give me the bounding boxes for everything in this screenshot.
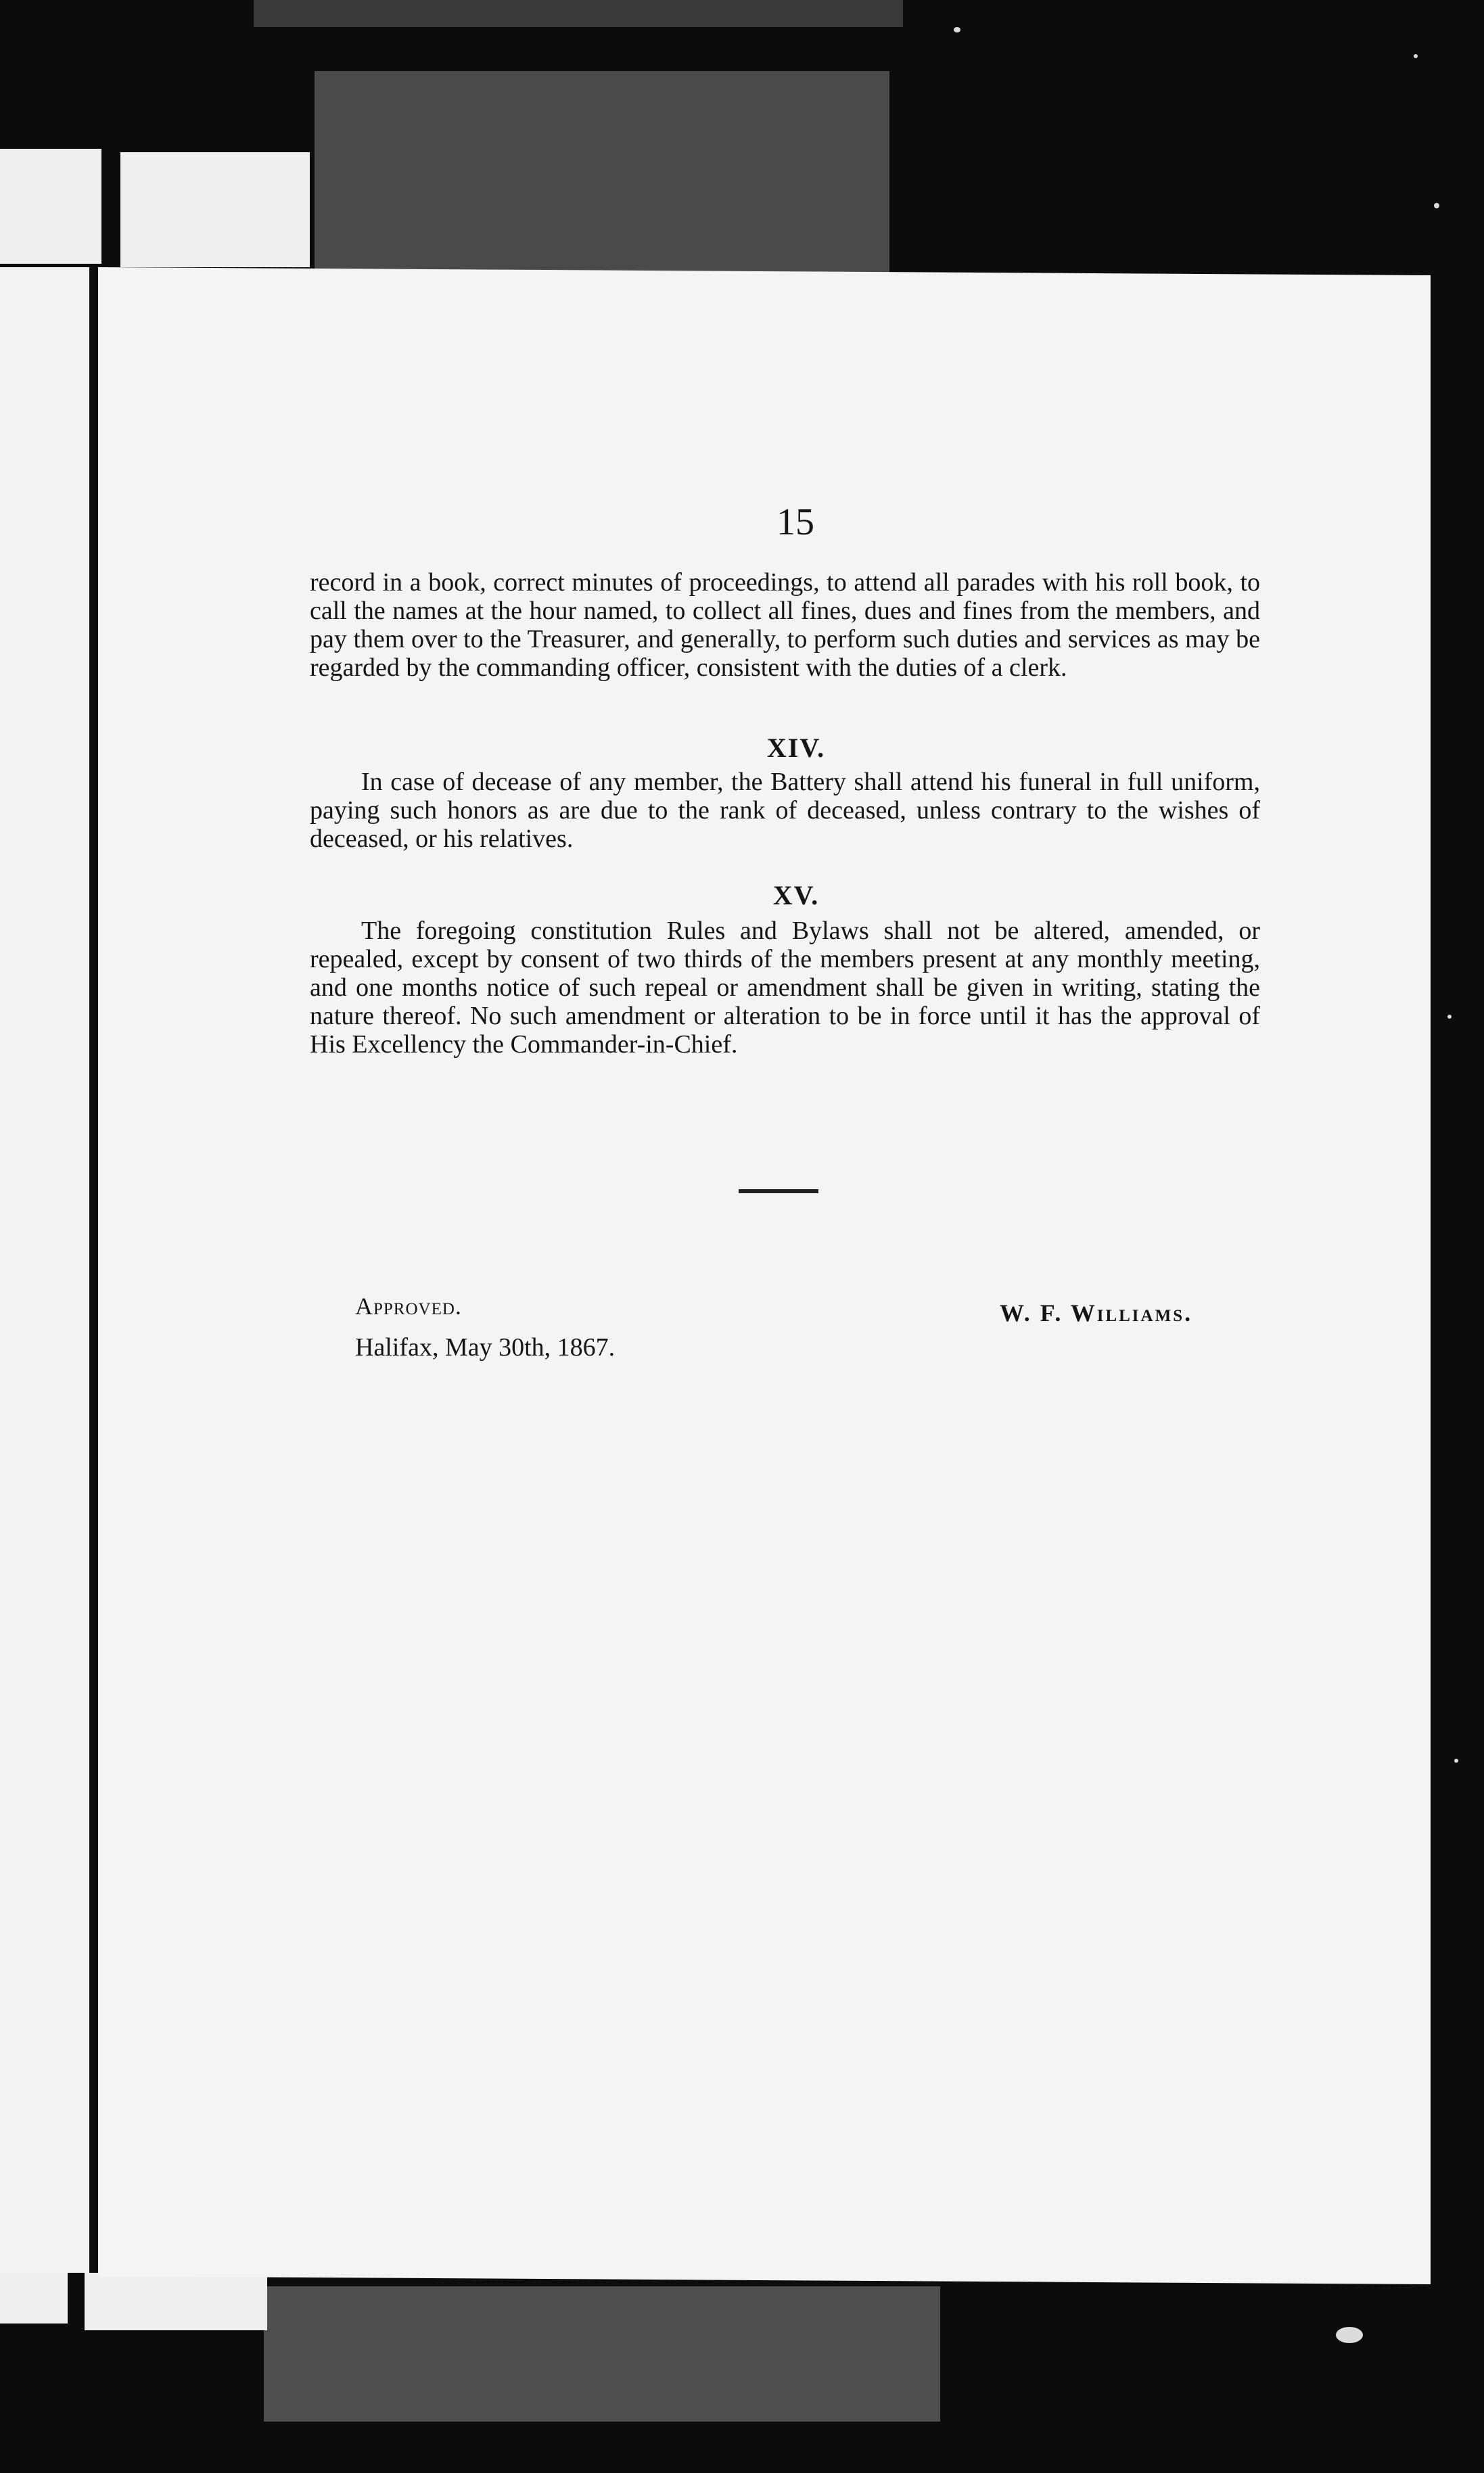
page-number: 15 <box>776 501 814 543</box>
paper-tab <box>120 152 310 267</box>
scan-band-lower <box>264 2286 940 2422</box>
facing-page <box>0 267 95 2273</box>
paper-tab <box>85 2273 267 2330</box>
dust-speck <box>1434 203 1439 208</box>
signature-name: W. F. Williams. <box>1000 1299 1193 1326</box>
approval-date: Halifax, May 30th, 1867. <box>355 1333 616 1362</box>
paragraph-funeral: In case of decease of any member, the Battery shall attend his funeral in full uniform, paying such honors as are due to the rank of deceased, unless contrary to the wishes of deceased, or his relatives. <box>310 768 1260 853</box>
scan-band-upper <box>315 71 889 274</box>
paragraph-amendments: The foregoing constitution Rules and Bylaws shall not be altered, amended, or repealed, except by consent of two thirds of the members present at any monthly meeting, and one months notice of such repeal or amendment shall be given in writing, stating the nature thereof. No such amendment or alteration to be in force until it has the approval of His Excellency the Commander-in-Chief. <box>310 917 1260 1059</box>
paper-tab <box>0 149 101 264</box>
section-heading-xiv: XIV. <box>766 733 826 763</box>
dust-speck <box>1447 1015 1452 1019</box>
dust-speck <box>1336 2327 1363 2343</box>
paper-tab <box>0 2273 68 2324</box>
section-heading-xv: XV. <box>772 880 820 910</box>
dust-speck <box>954 27 960 32</box>
approved-label: Approved. <box>355 1293 462 1320</box>
paragraph-clerk-duties: record in a book, correct minutes of proceedings, to attend all parades with his roll book, to call the names at the hour named, to collect all fines, dues and fines from the members, and pay them over to the Treasurer, and generally, to perform such duties and services as may be regarded by the commanding officer, consistent with the duties of a clerk. <box>310 568 1260 682</box>
scan-band-top <box>254 0 903 27</box>
dust-speck <box>1414 54 1418 58</box>
divider-rule <box>739 1189 818 1193</box>
dust-speck <box>1454 1759 1458 1763</box>
